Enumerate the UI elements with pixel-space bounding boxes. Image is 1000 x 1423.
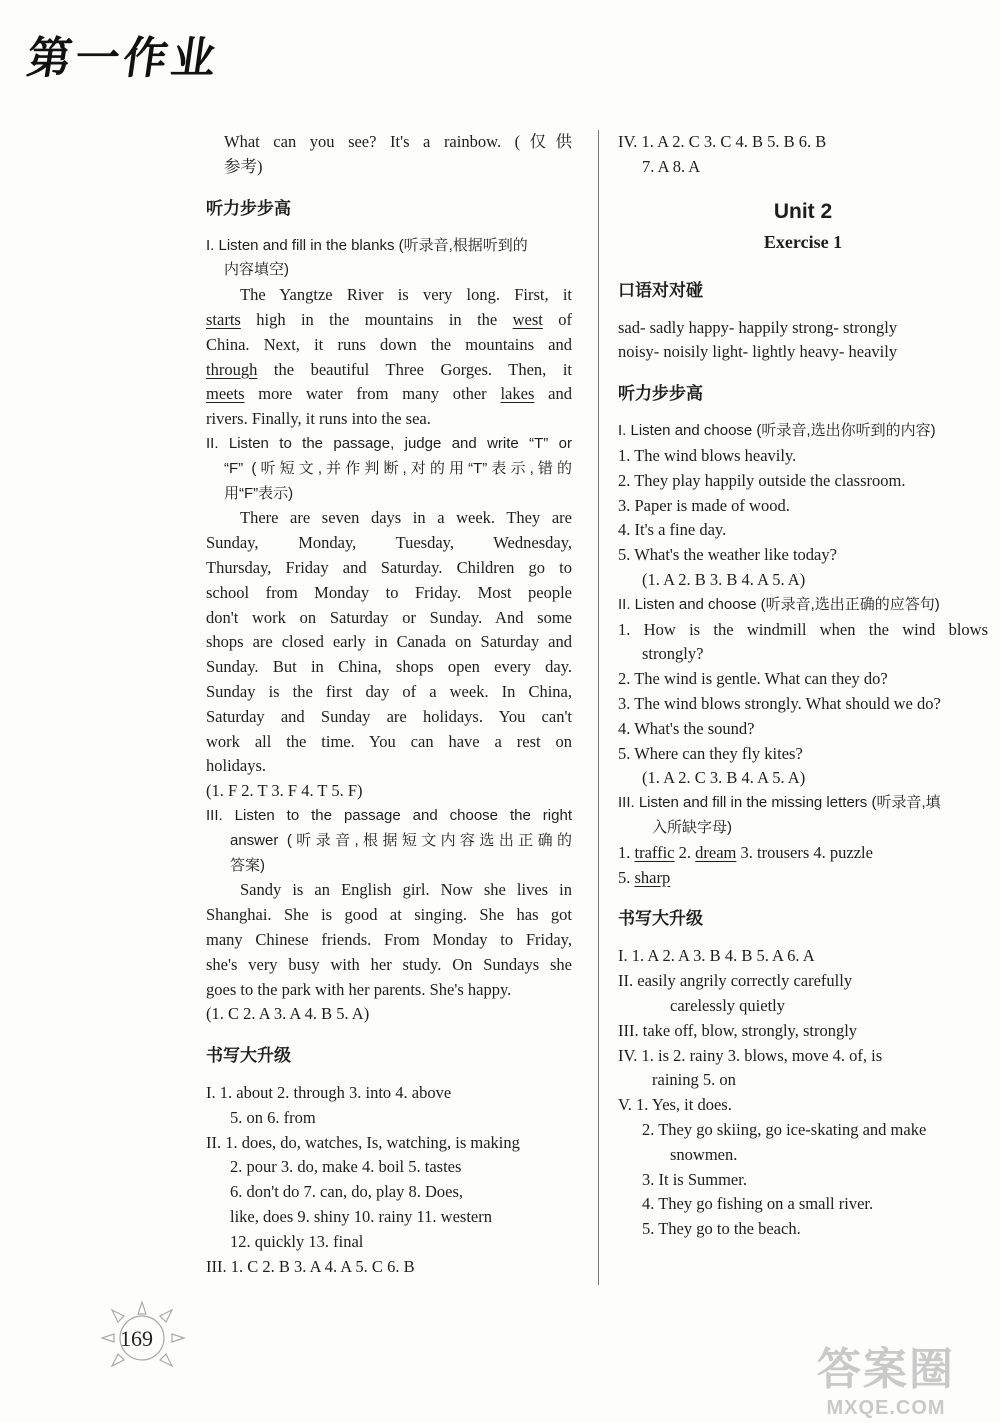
s1-line <box>206 382 572 407</box>
s2-body-line: Sunday is the first day of a week. In China, <box>206 681 572 701</box>
s1-text: more water from many other <box>258 384 487 404</box>
intro-line-1: What can you see? It's a rainbow. (仅供 <box>224 132 572 151</box>
page-number: 169 <box>120 1326 153 1351</box>
writing-line: V. 1. Yes, it does. <box>618 1095 732 1115</box>
fill-word: traffic <box>634 842 675 862</box>
watermark-logo <box>786 1333 986 1419</box>
s3-title-1: III. Listen to the passage and choose the right <box>206 806 572 824</box>
l2-item: 2. The wind is gentle. What can they do? <box>618 669 888 689</box>
s2-body-line: don't work on Saturday or Sunday. And some <box>206 607 572 627</box>
s1-title-1: I. Listen and fill in the blanks (听录音,根据听到的 <box>206 236 528 254</box>
l1-item: 2. They play happily outside the classroom. <box>618 470 906 490</box>
left-column <box>206 130 572 1279</box>
s2-title-3: 用“F”表示) <box>224 484 294 502</box>
writing-line: 12. quickly 13. final <box>230 1231 364 1251</box>
unit-title: Unit 2 <box>773 199 833 223</box>
l3-line <box>618 866 988 891</box>
s1-line: rivers. Finally, it runs into the sea. <box>206 409 431 429</box>
l2-item: 3. The wind blows strongly. What should we do? <box>618 693 941 713</box>
writing-line: III. 1. C 2. B 3. A 4. A 5. C 6. B <box>206 1256 415 1276</box>
writing-line: 2. pour 3. do, make 4. boil 5. tastes <box>230 1157 462 1177</box>
s2-title-1: II. Listen to the passage, judge and write “T” or <box>206 434 572 452</box>
writing-line: 2. They go skiing, go ice-skating and make <box>642 1119 927 1139</box>
s2-body-line: Saturday and Sunday are holidays. You can't <box>206 706 572 726</box>
s1-line <box>206 308 572 333</box>
l3-num: 4. puz <box>809 842 854 862</box>
s2-body-line: There are seven days in a week. They are <box>240 508 572 528</box>
writing-line: 5. They go to the beach. <box>642 1219 801 1239</box>
l1-item: 4. It's a fine day. <box>618 520 727 540</box>
s1-text: high in the mountains in the <box>256 309 498 329</box>
writing-line: raining 5. on <box>652 1070 736 1090</box>
s1-line <box>206 358 572 383</box>
writing-heading-right: 书写大升级 <box>618 909 703 930</box>
intro-line-2: 参考) <box>224 156 263 176</box>
writing-line: II. easily angrily correctly carefully <box>618 971 853 991</box>
fill-word: lakes <box>500 384 535 404</box>
fill-word: meets <box>206 384 245 404</box>
listening-heading: 听力步步高 <box>206 198 291 219</box>
l3-num: 2. <box>674 842 696 862</box>
writing-line: 3. It is Summer. <box>642 1169 747 1189</box>
l1-answers: (1. A 2. B 3. B 4. A 5. A) <box>642 569 806 589</box>
l3-num: 5. <box>618 867 635 887</box>
s3-body-line: Sandy is an English girl. Now she lives in <box>240 880 572 900</box>
top-answers-1: IV. 1. A 2. C 3. C 4. B 5. B 6. B <box>618 132 827 151</box>
s1-text: the beautiful Three Gorges. Then, it <box>273 359 573 379</box>
s2-body-line: Sunday. But in China, shops open every day. <box>206 657 572 677</box>
l2-item: 1. How is the windmill when the wind blows <box>618 619 988 639</box>
fill-word: dream <box>695 842 737 862</box>
listening-heading-right: 听力步步高 <box>618 384 703 405</box>
s3-title-2: answer (听录音,根据短文内容选出正确的 <box>230 831 572 849</box>
l3-line <box>618 841 988 866</box>
s2-body-line: school from Monday to Friday. Most people <box>206 582 572 602</box>
l2-item: 4. What's the sound? <box>618 718 755 738</box>
l3-title-2: 入所缺字母) <box>652 818 732 836</box>
fill-word: through <box>206 359 258 379</box>
fill-word: west <box>512 309 543 329</box>
writing-line: 5. on 6. from <box>230 1107 316 1127</box>
s1-text: of <box>558 309 573 329</box>
fill-word: zle <box>853 842 873 862</box>
l1-item: 1. The wind blows heavily. <box>618 445 797 465</box>
s2-answers: (1. F 2. T 3. F 4. T 5. F) <box>206 781 363 801</box>
s1-line: China. Next, it runs down the mountains and <box>206 334 572 354</box>
writing-line: II. 1. does, do, watches, Is, watching, is making <box>206 1132 520 1152</box>
writing-line: carelessly quietly <box>670 995 786 1015</box>
l2-title: II. Listen and choose (听录音,选出正确的应答句) <box>618 595 940 613</box>
l1-item: 3. Paper is made of wood. <box>618 495 790 515</box>
l2-item: 5. Where can they fly kites? <box>618 743 803 763</box>
s2-body-line: work all the time. You can have a rest on <box>206 731 572 751</box>
writing-line: 4. They go fishing on a small river. <box>642 1194 874 1214</box>
s3-body-line: Shanghai. She is good at singing. She has got <box>206 905 572 925</box>
column-divider <box>598 130 599 1285</box>
fill-word: sharp <box>634 867 671 887</box>
writing-line: I. 1. A 2. A 3. B 4. B 5. A 6. A <box>618 946 815 966</box>
writing-line: like, does 9. shiny 10. rainy 11. western <box>230 1207 492 1227</box>
l1-title: I. Listen and choose (听录音,选出你听到的内容) <box>618 422 936 440</box>
s3-answers: (1. C 2. A 3. A 4. B 5. A) <box>206 1004 370 1024</box>
watermark-title: 答案圈 <box>817 1344 955 1395</box>
s3-body-line: she's very busy with her study. On Sundays she <box>206 954 572 974</box>
exercise-title: Exercise 1 <box>763 231 843 252</box>
l3-num: 1. <box>618 842 635 862</box>
l3-title-1: III. Listen and fill in the missing letters (听录音,填 <box>618 794 941 812</box>
s1-text: and <box>548 384 572 404</box>
oral-line: sad- sadly happy- happily strong- strongly <box>618 317 898 337</box>
writing-line: IV. 1. is 2. rainy 3. blows, move 4. of, is <box>618 1045 883 1065</box>
s3-body-line: goes to the park with her parents. She's happy. <box>206 979 512 999</box>
l3-num: 3. trou <box>736 842 784 862</box>
right-column <box>618 130 988 1242</box>
page-number-badge <box>100 1296 190 1376</box>
watermark-url: MXQE.COM <box>826 1397 946 1419</box>
writing-line: III. take off, blow, strongly, strongly <box>618 1020 858 1040</box>
page-header-title: 第一作业 <box>23 33 223 84</box>
s2-body-line: shops are closed early in Canada on Saturday and <box>206 632 572 652</box>
top-answers-2: 7. A 8. A <box>642 156 701 176</box>
fill-word: sers <box>783 842 810 862</box>
s2-body-line: Thursday, Friday and Saturday. Children go to <box>206 557 572 577</box>
writing-line: I. 1. about 2. through 3. into 4. above <box>206 1083 452 1103</box>
fill-word: starts <box>206 309 241 329</box>
writing-heading: 书写大升级 <box>206 1046 291 1067</box>
s1-line: The Yangtze River is very long. First, it <box>240 285 572 305</box>
s2-title-2: “F” (听短文,并作判断,对的用“T”表示,错的 <box>224 459 572 477</box>
oral-heading: 口语对对碰 <box>618 280 703 301</box>
s3-body-line: many Chinese friends. From Monday to Friday, <box>206 929 572 949</box>
s1-title-2: 内容填空) <box>224 261 289 279</box>
s2-body-line: Sunday, Monday, Tuesday, Wednesday, <box>206 533 572 553</box>
s2-body-line: holidays. <box>206 756 267 776</box>
l2-answers: (1. A 2. C 3. B 4. A 5. A) <box>642 768 806 788</box>
writing-line: snowmen. <box>670 1144 738 1164</box>
l2-item: strongly? <box>642 644 704 664</box>
writing-line: 6. don't do 7. can, do, play 8. Does, <box>230 1182 464 1202</box>
oral-line: noisy- noisily light- lightly heavy- heavily <box>618 342 898 362</box>
s3-title-3: 答案) <box>230 856 265 874</box>
l1-item: 5. What's the weather like today? <box>618 545 837 565</box>
